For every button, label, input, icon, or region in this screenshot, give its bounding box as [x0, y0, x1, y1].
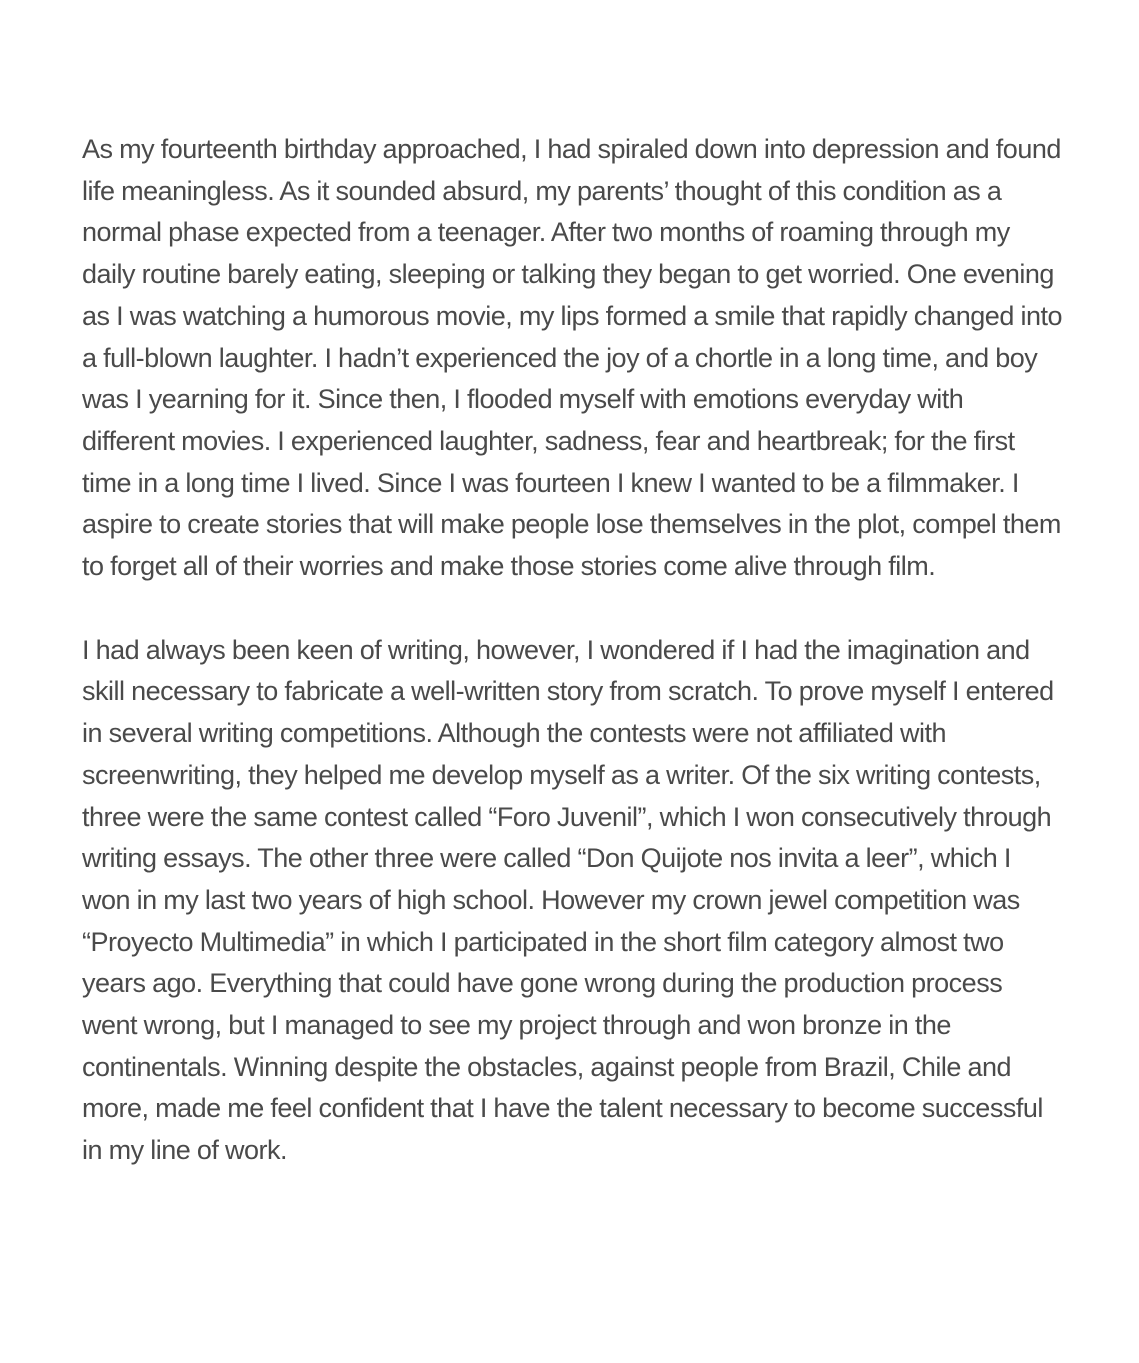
essay-paragraph-2: I had always been keen of writing, however, I wondered if I had the imagination and skill necessary to fabricate a well-written story from scratch. To prove myself I entered in several writing competitions. Although the contests were not affiliated with screenwriting, they helped me develop myself as a writer. Of the six writing contests, three were the same contest called “Foro Juvenil”, which I won consecutively through writing essays. The other three were called “Don Quijote nos invita a leer”, which I won in my last two years of high school. However my crown jewel competition was “Proyecto Multimedia” in which I participated in the short film category almost two years ago. Everything that could have gone wrong during the production process went wrong, but I managed to see my project through and won bronze in the continentals. Winning despite the obstacles, against people from Brazil, Chile and more, made me feel confident that I have the talent necessary to become successful in my line of work.: [82, 634, 1054, 1166]
essay-body: [82, 129, 1062, 1214]
essay-paragraph-1: As my fourteenth birthday approached, I had spiraled down into depression and found life meaningless. As it sounded absurd, my parents’ thought of this condition as a normal phase expected from a teenager. After two months of roaming through my daily routine barely eating, sleeping or talking they began to get worried. One evening as I was watching a humorous movie, my lips formed a smile that rapidly changed into a full-blown laughter. I hadn’t experienced the joy of a chortle in a long time, and boy was I yearning for it. Since then, I flooded myself with emotions everyday with different movies. I experienced laughter, sadness, fear and heartbreak; for the first time in a long time I lived. Since I was fourteen I knew I wanted to be a filmmaker. I aspire to create stories that will make people lose themselves in the plot, compel them to forget all of their worries and make those stories come alive through film.: [82, 134, 1062, 582]
